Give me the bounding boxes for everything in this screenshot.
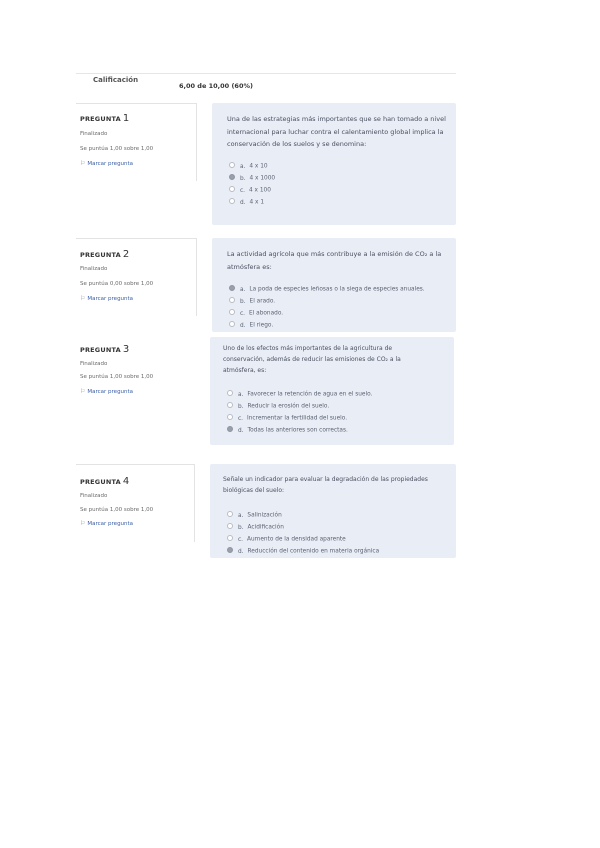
radio-button-selected[interactable] <box>227 547 233 553</box>
question-1-heading: PREGUNTA 1 <box>80 113 130 124</box>
question-4-option-a[interactable]: a. Salinización <box>227 512 282 519</box>
flag-icon: ⚐ <box>80 388 86 395</box>
flag-icon: ⚐ <box>80 520 86 527</box>
question-3-option-c[interactable]: c. Incrementar la fertilidad del suelo. <box>227 415 347 422</box>
question-1-score: Se puntúa 1,00 sobre 1,00 <box>80 146 154 152</box>
flag-question-4[interactable]: ⚐ Marcar pregunta <box>80 520 134 527</box>
question-2-content <box>212 238 456 332</box>
radio-button[interactable] <box>227 402 233 408</box>
radio-button[interactable] <box>229 321 235 327</box>
question-1-state: Finalizado <box>80 131 108 137</box>
question-4-text: Señale un indicador para evaluar la degradación de las propiedades biológicas del suelo: <box>223 476 428 494</box>
question-3-heading: PREGUNTA 3 <box>80 344 130 355</box>
grade-summary <box>76 73 456 94</box>
flag-question-2[interactable]: ⚐ Marcar pregunta <box>80 295 134 302</box>
question-1-option-d[interactable]: d. 4 x 1 <box>229 199 264 206</box>
radio-button-selected[interactable] <box>229 285 235 291</box>
radio-button[interactable] <box>229 162 235 168</box>
question-1-option-b[interactable]: b. 4 x 1000 <box>229 175 275 182</box>
radio-button-selected[interactable] <box>227 426 233 432</box>
question-1-text: Una de las estrategias más importantes que se han tomado a nivel internacional para luchar contra el calentamiento global implica la conservación de los suelos y se denomina: <box>227 115 446 148</box>
grade-label: Calificación <box>93 76 139 84</box>
question-2-state: Finalizado <box>80 266 108 272</box>
radio-button[interactable] <box>229 309 235 315</box>
question-1-option-c[interactable]: c. 4 x 100 <box>229 187 271 194</box>
question-1-info <box>76 103 197 181</box>
question-2-option-a[interactable]: a. La poda de especies leñosas o la siega de especies anuales. <box>229 286 425 293</box>
question-4-option-d[interactable]: d. Reducción del contenido en materia orgánica <box>227 548 379 555</box>
radio-button[interactable] <box>227 414 233 420</box>
radio-button[interactable] <box>227 523 233 529</box>
question-4-option-b[interactable]: b. Acidificación <box>227 524 284 531</box>
flag-question-3[interactable]: ⚐ Marcar pregunta <box>80 388 134 395</box>
question-3-content <box>210 337 454 445</box>
question-3-info <box>76 337 196 414</box>
question-4-heading: PREGUNTA 4 <box>80 476 130 487</box>
question-2-option-b[interactable]: b. El arado. <box>229 298 275 305</box>
question-3-score: Se puntúa 1,00 sobre 1,00 <box>80 374 154 380</box>
question-2-score: Se puntúa 0,00 sobre 1,00 <box>80 281 154 287</box>
radio-button[interactable] <box>229 297 235 303</box>
question-2-heading: PREGUNTA 2 <box>80 249 130 260</box>
flag-question-1[interactable]: ⚐ Marcar pregunta <box>80 160 134 167</box>
question-4-score: Se puntúa 1,00 sobre 1,00 <box>80 507 154 513</box>
question-3-state: Finalizado <box>80 361 108 367</box>
question-3-text: Uno de los efectos más importantes de la agricultura de conservación, además de reducir las emisiones de CO₂ a la atmósfera, es: <box>223 345 401 374</box>
radio-button[interactable] <box>229 186 235 192</box>
question-2-text: La actividad agrícola que más contribuye a la emisión de CO₂ a la atmósfera es: <box>227 250 442 271</box>
question-2-option-c[interactable]: c. El abonado. <box>229 310 283 317</box>
radio-button[interactable] <box>227 511 233 517</box>
radio-button[interactable] <box>227 535 233 541</box>
radio-button-selected[interactable] <box>229 174 235 180</box>
question-4-content <box>210 464 456 558</box>
radio-button[interactable] <box>227 390 233 396</box>
flag-icon: ⚐ <box>80 160 86 167</box>
question-3-option-a[interactable]: a. Favorecer la retención de agua en el suelo. <box>227 391 372 398</box>
question-3-option-d[interactable]: d. Todas las anteriores son correctas. <box>227 427 348 434</box>
question-2-option-d[interactable]: d. El riego. <box>229 322 273 329</box>
question-1-content <box>212 103 456 225</box>
flag-icon: ⚐ <box>80 295 86 302</box>
question-4-state: Finalizado <box>80 493 108 499</box>
question-1-option-a[interactable]: a. 4 x 10 <box>229 163 268 170</box>
question-4-info <box>76 464 195 542</box>
question-3-option-b[interactable]: b. Reducir la erosión del suelo. <box>227 403 329 410</box>
radio-button[interactable] <box>229 198 235 204</box>
question-4-option-c[interactable]: c. Aumento de la densidad aparente <box>227 536 346 543</box>
grade-value: 6,00 de 10,00 (60%) <box>179 82 253 90</box>
question-2-info <box>76 238 197 316</box>
